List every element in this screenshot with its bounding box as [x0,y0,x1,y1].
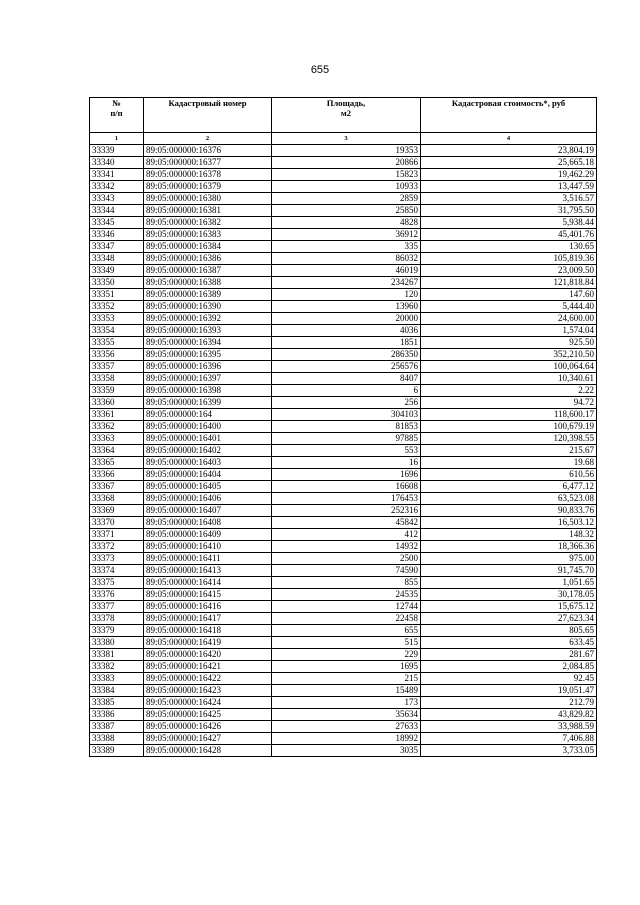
cadastral-number: 89:05:000000:16419 [144,637,272,649]
area-value: 256 [272,397,421,409]
column-number: 1 [90,133,144,145]
cost-value: 45,401.76 [421,229,597,241]
cadastral-number: 89:05:000000:16376 [144,145,272,157]
cost-value: 2,084.85 [421,661,597,673]
area-value: 27633 [272,721,421,733]
row-index: 33368 [90,493,144,505]
row-index: 33352 [90,301,144,313]
table-row [90,589,597,601]
table-row [90,721,597,733]
row-index: 33358 [90,373,144,385]
row-index: 33376 [90,589,144,601]
area-value: 3035 [272,745,421,757]
cadastral-number: 89:05:000000:16399 [144,397,272,409]
area-value: 234267 [272,277,421,289]
cadastral-number: 89:05:000000:16420 [144,649,272,661]
area-value: 304103 [272,409,421,421]
area-value: 16608 [272,481,421,493]
table-row [90,313,597,325]
row-index: 33340 [90,157,144,169]
row-index: 33364 [90,445,144,457]
cost-value: 19,051.47 [421,685,597,697]
table-row [90,265,597,277]
row-index: 33350 [90,277,144,289]
table-row [90,565,597,577]
row-index: 33377 [90,601,144,613]
cadastral-number: 89:05:000000:16402 [144,445,272,457]
cost-value: 15,675.12 [421,601,597,613]
cost-value: 33,988.59 [421,721,597,733]
header-index [90,98,144,133]
row-index: 33348 [90,253,144,265]
cost-value: 92.45 [421,673,597,685]
cost-value: 13,447.59 [421,181,597,193]
table-row [90,229,597,241]
column-number-row [90,133,597,145]
cost-value: 212.79 [421,697,597,709]
area-value: 229 [272,649,421,661]
row-index: 33341 [90,169,144,181]
cost-value: 3,516.57 [421,193,597,205]
table-row [90,409,597,421]
cost-value: 19,462.29 [421,169,597,181]
table-row [90,421,597,433]
column-number: 4 [421,133,597,145]
table-row [90,253,597,265]
table-body [90,145,597,757]
cadastral-number: 89:05:000000:16382 [144,217,272,229]
row-index: 33357 [90,361,144,373]
cost-value: 24,600.00 [421,313,597,325]
row-index: 33386 [90,709,144,721]
table-row [90,469,597,481]
row-index: 33363 [90,433,144,445]
cadastral-number: 89:05:000000:16401 [144,433,272,445]
cadastral-number: 89:05:000000:16400 [144,421,272,433]
cost-value: 7,406.88 [421,733,597,745]
cadastral-number: 89:05:000000:16405 [144,481,272,493]
cost-value: 90,833.76 [421,505,597,517]
header-cadastral-label: Кадастровый номер [168,98,247,108]
cadastral-number: 89:05:000000:16398 [144,385,272,397]
cadastral-number: 89:05:000000:16407 [144,505,272,517]
table-row [90,745,597,757]
cadastral-number: 89:05:000000:16379 [144,181,272,193]
cadastral-number: 89:05:000000:16394 [144,337,272,349]
row-index: 33372 [90,541,144,553]
area-value: 1851 [272,337,421,349]
cost-value: 121,818.84 [421,277,597,289]
cadastral-number: 89:05:000000:16416 [144,601,272,613]
cadastral-number: 89:05:000000:16383 [144,229,272,241]
header-index-label: № п/п [110,98,123,118]
row-index: 33360 [90,397,144,409]
cadastral-number: 89:05:000000:16406 [144,493,272,505]
cadastral-number: 89:05:000000:16421 [144,661,272,673]
cost-value: 2.22 [421,385,597,397]
cadastral-number: 89:05:000000:16396 [144,361,272,373]
table-row [90,613,597,625]
area-value: 4036 [272,325,421,337]
area-value: 22458 [272,613,421,625]
cadastral-number: 89:05:000000:16380 [144,193,272,205]
row-index: 33389 [90,745,144,757]
cost-value: 63,523.08 [421,493,597,505]
cadastral-table [89,97,597,757]
cost-value: 610.56 [421,469,597,481]
row-index: 33356 [90,349,144,361]
cost-value: 120,398.55 [421,433,597,445]
table-row [90,673,597,685]
cost-value: 352,210.50 [421,349,597,361]
header-cost [421,98,597,133]
cadastral-number: 89:05:000000:16377 [144,157,272,169]
row-index: 33381 [90,649,144,661]
cost-value: 91,745.70 [421,565,597,577]
area-value: 13960 [272,301,421,313]
cost-value: 633.45 [421,637,597,649]
area-value: 335 [272,241,421,253]
row-index: 33365 [90,457,144,469]
table-row [90,325,597,337]
row-index: 33375 [90,577,144,589]
cadastral-number: 89:05:000000:16418 [144,625,272,637]
row-index: 33346 [90,229,144,241]
row-index: 33371 [90,529,144,541]
table-row [90,625,597,637]
cadastral-number: 89:05:000000:16386 [144,253,272,265]
cadastral-number: 89:05:000000:16409 [144,529,272,541]
cost-value: 23,009.50 [421,265,597,277]
area-value: 4828 [272,217,421,229]
cadastral-number: 89:05:000000:16378 [144,169,272,181]
row-index: 33355 [90,337,144,349]
cost-value: 805.65 [421,625,597,637]
cost-value: 19.68 [421,457,597,469]
table-row [90,349,597,361]
row-index: 33385 [90,697,144,709]
cost-value: 1,051.65 [421,577,597,589]
cadastral-number: 89:05:000000:16423 [144,685,272,697]
table-row [90,709,597,721]
cost-value: 147.60 [421,289,597,301]
cost-value: 5,938.44 [421,217,597,229]
cadastral-number: 89:05:000000:16426 [144,721,272,733]
cadastral-number: 89:05:000000:16422 [144,673,272,685]
cadastral-number: 89:05:000000:16404 [144,469,272,481]
table-row [90,637,597,649]
cost-value: 148.32 [421,529,597,541]
row-index: 33380 [90,637,144,649]
cost-value: 5,444.40 [421,301,597,313]
cost-value: 975.00 [421,553,597,565]
row-index: 33349 [90,265,144,277]
table-row [90,649,597,661]
table-row [90,553,597,565]
cadastral-number: 89:05:000000:16411 [144,553,272,565]
table-row [90,169,597,181]
cost-value: 100,679.19 [421,421,597,433]
area-value: 35634 [272,709,421,721]
row-index: 33345 [90,217,144,229]
cadastral-number: 89:05:000000:16389 [144,289,272,301]
table-row [90,181,597,193]
row-index: 33374 [90,565,144,577]
cost-value: 105,819.36 [421,253,597,265]
area-value: 97885 [272,433,421,445]
table-row [90,661,597,673]
cadastral-number: 89:05:000000:16388 [144,277,272,289]
cost-value: 10,340.61 [421,373,597,385]
area-value: 12744 [272,601,421,613]
row-index: 33353 [90,313,144,325]
table-row [90,193,597,205]
cost-value: 215.67 [421,445,597,457]
cadastral-number: 89:05:000000:16415 [144,589,272,601]
page-number: 655 [310,64,330,76]
table-header-row [90,98,597,133]
cost-value: 43,829.82 [421,709,597,721]
row-index: 33370 [90,517,144,529]
cost-value: 3,733.05 [421,745,597,757]
cost-value: 130.65 [421,241,597,253]
area-value: 855 [272,577,421,589]
area-value: 86032 [272,253,421,265]
cadastral-number: 89:05:000000:16390 [144,301,272,313]
row-index: 33361 [90,409,144,421]
area-value: 25850 [272,205,421,217]
row-index: 33383 [90,673,144,685]
cost-value: 6,477.12 [421,481,597,493]
row-index: 33369 [90,505,144,517]
area-value: 10933 [272,181,421,193]
row-index: 33359 [90,385,144,397]
table-row [90,157,597,169]
row-index: 33351 [90,289,144,301]
table-row [90,505,597,517]
header-cost-label: Кадастровая стоимость*, руб [451,98,566,108]
area-value: 20000 [272,313,421,325]
table-row [90,433,597,445]
cost-value: 25,665.18 [421,157,597,169]
header-cadastral-number [144,98,272,133]
cadastral-number: 89:05:000000:16413 [144,565,272,577]
cadastral-number: 89:05:000000:16424 [144,697,272,709]
row-index: 33344 [90,205,144,217]
table-row [90,457,597,469]
area-value: 655 [272,625,421,637]
header-area [272,98,421,133]
cost-value: 925.50 [421,337,597,349]
table-row [90,397,597,409]
row-index: 33384 [90,685,144,697]
row-index: 33378 [90,613,144,625]
area-value: 1696 [272,469,421,481]
cadastral-number: 89:05:000000:16417 [144,613,272,625]
area-value: 515 [272,637,421,649]
area-value: 15489 [272,685,421,697]
area-value: 24535 [272,589,421,601]
header-area-label: Площадь, м2 [326,98,366,118]
table-row [90,517,597,529]
cadastral-number: 89:05:000000:16414 [144,577,272,589]
row-index: 33382 [90,661,144,673]
cost-value: 18,366.36 [421,541,597,553]
table-row [90,205,597,217]
area-value: 15823 [272,169,421,181]
cost-value: 27,623.34 [421,613,597,625]
area-value: 14932 [272,541,421,553]
cost-value: 31,795.50 [421,205,597,217]
cadastral-number: 89:05:000000:16425 [144,709,272,721]
cadastral-number: 89:05:000000:16408 [144,517,272,529]
table-row [90,277,597,289]
table-row [90,577,597,589]
table-row [90,697,597,709]
cost-value: 1,574.04 [421,325,597,337]
area-value: 6 [272,385,421,397]
row-index: 33362 [90,421,144,433]
row-index: 33379 [90,625,144,637]
cost-value: 30,178.05 [421,589,597,601]
table-row [90,301,597,313]
cadastral-number: 89:05:000000:16393 [144,325,272,337]
area-value: 46019 [272,265,421,277]
table-row [90,481,597,493]
row-index: 33387 [90,721,144,733]
area-value: 1695 [272,661,421,673]
cadastral-number: 89:05:000000:16381 [144,205,272,217]
table-row [90,217,597,229]
table-row [90,337,597,349]
area-value: 18992 [272,733,421,745]
cadastral-number: 89:05:000000:16392 [144,313,272,325]
cadastral-number: 89:05:000000:16384 [144,241,272,253]
area-value: 74590 [272,565,421,577]
area-value: 173 [272,697,421,709]
cost-value: 23,804.19 [421,145,597,157]
cost-value: 16,503.12 [421,517,597,529]
row-index: 33366 [90,469,144,481]
cost-value: 118,600.17 [421,409,597,421]
area-value: 412 [272,529,421,541]
table-row [90,601,597,613]
table-row [90,289,597,301]
column-number: 3 [272,133,421,145]
cadastral-number: 89:05:000000:16387 [144,265,272,277]
table-row [90,529,597,541]
table-row [90,241,597,253]
cadastral-number: 89:05:000000:16403 [144,457,272,469]
table-row [90,385,597,397]
area-value: 81853 [272,421,421,433]
area-value: 252316 [272,505,421,517]
row-index: 33339 [90,145,144,157]
cadastral-number: 89:05:000000:16428 [144,745,272,757]
area-value: 120 [272,289,421,301]
area-value: 2500 [272,553,421,565]
table-row [90,685,597,697]
cost-value: 94.72 [421,397,597,409]
table-row [90,145,597,157]
table-row [90,361,597,373]
area-value: 215 [272,673,421,685]
cost-value: 281.67 [421,649,597,661]
row-index: 33388 [90,733,144,745]
table-row [90,541,597,553]
cost-value: 100,064.64 [421,361,597,373]
cadastral-number: 89:05:000000:164 [144,409,272,421]
column-number: 2 [144,133,272,145]
area-value: 45842 [272,517,421,529]
area-value: 286350 [272,349,421,361]
row-index: 33367 [90,481,144,493]
area-value: 176453 [272,493,421,505]
area-value: 2859 [272,193,421,205]
area-value: 19353 [272,145,421,157]
area-value: 256576 [272,361,421,373]
row-index: 33373 [90,553,144,565]
table-row [90,493,597,505]
cadastral-number: 89:05:000000:16410 [144,541,272,553]
row-index: 33342 [90,181,144,193]
table-row [90,373,597,385]
table-row [90,445,597,457]
row-index: 33343 [90,193,144,205]
cadastral-number: 89:05:000000:16395 [144,349,272,361]
cadastral-number: 89:05:000000:16427 [144,733,272,745]
area-value: 553 [272,445,421,457]
row-index: 33347 [90,241,144,253]
area-value: 16 [272,457,421,469]
area-value: 8407 [272,373,421,385]
cadastral-number: 89:05:000000:16397 [144,373,272,385]
area-value: 20866 [272,157,421,169]
table-row [90,733,597,745]
row-index: 33354 [90,325,144,337]
area-value: 36912 [272,229,421,241]
